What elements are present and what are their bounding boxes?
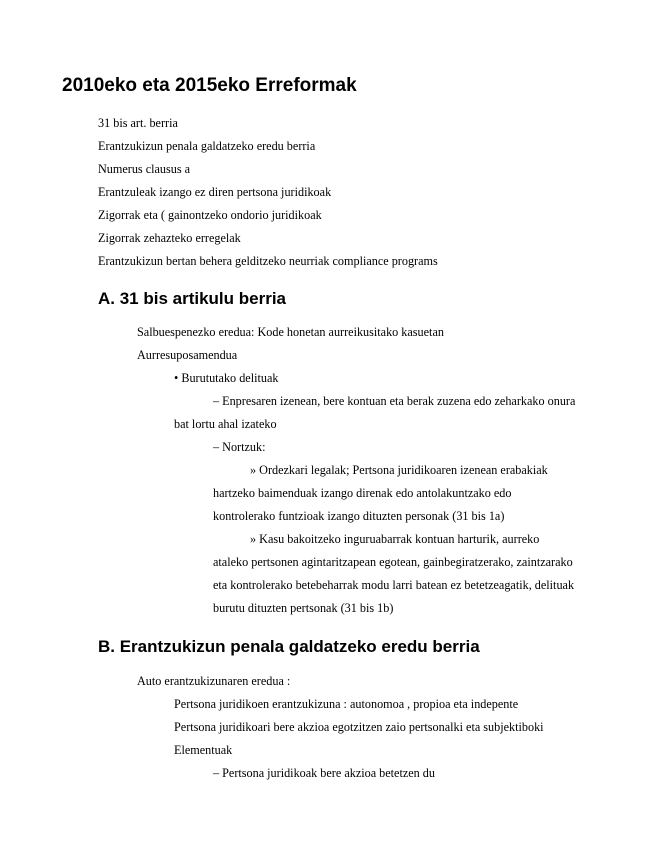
list-item: 31 bis art. berria <box>98 116 178 130</box>
text-line: – Nortzuk: <box>213 440 266 454</box>
list-item: Numerus clausus a <box>98 162 191 176</box>
page-title: 2010eko eta 2015eko Erreformak <box>62 75 357 96</box>
section-a-heading: A. 31 bis artikulu berria <box>98 289 287 308</box>
text-line: » Kasu bakoitzeko inguruabarrak kontuan harturik, aurreko <box>250 532 540 546</box>
list-item: Zigorrak eta ( gainontzeko ondorio juridikoak <box>98 208 322 222</box>
list-item: Erantzukizun penala galdatzeko eredu berria <box>98 139 316 153</box>
text-line: Auto erantzukizunaren eredua : <box>137 674 291 688</box>
text-line: Aurresuposamendua <box>137 348 238 362</box>
text-line: hartzeko baimenduak izango direnak edo antolakuntzako edo <box>213 486 512 500</box>
section-b-heading: B. Erantzukizun penala galdatzeko eredu berria <box>98 637 480 656</box>
text-line: Pertsona juridikoen erantzukizuna : autonomoa , propioa eta indepente <box>174 697 519 711</box>
text-line: Pertsona juridikoari bere akzioa egotzitzen zaio pertsonalki eta subjektiboki <box>174 720 544 734</box>
text-line: Elementuak <box>174 743 233 757</box>
text-line: kontrolerako funtzioak izango dituzten personak (31 bis 1a) <box>213 509 505 523</box>
text-line: Salbuespenezko eredua: Kode honetan aurreikusitako kasuetan <box>137 325 444 339</box>
text-line: bat lortu ahal izateko <box>174 417 277 431</box>
text-line: • Burututako delituak <box>174 371 279 385</box>
text-line: » Ordezkari legalak; Pertsona juridikoaren izenean erabakiak <box>250 463 548 477</box>
text-line: ataleko pertsonen agintaritzapean egotean, gainbegiratzerako, zaintzarako <box>213 555 573 569</box>
list-item: Erantzukizun bertan behera gelditzeko neurriak compliance programs <box>98 254 438 268</box>
text-line: – Enpresaren izenean, bere kontuan eta berak zuzena edo zeharkako onura <box>213 394 576 408</box>
list-item: Zigorrak zehazteko erregelak <box>98 231 241 245</box>
text-line: burutu dituzten pertsonak (31 bis 1b) <box>213 601 394 615</box>
text-line: eta kontrolerako betebeharrak modu larri batean ez betetzeagatik, delituak <box>213 578 575 592</box>
list-item: Erantzuleak izango ez diren pertsona juridikoak <box>98 185 332 199</box>
text-line: – Pertsona juridikoak bere akzioa betetzen du <box>213 766 435 780</box>
